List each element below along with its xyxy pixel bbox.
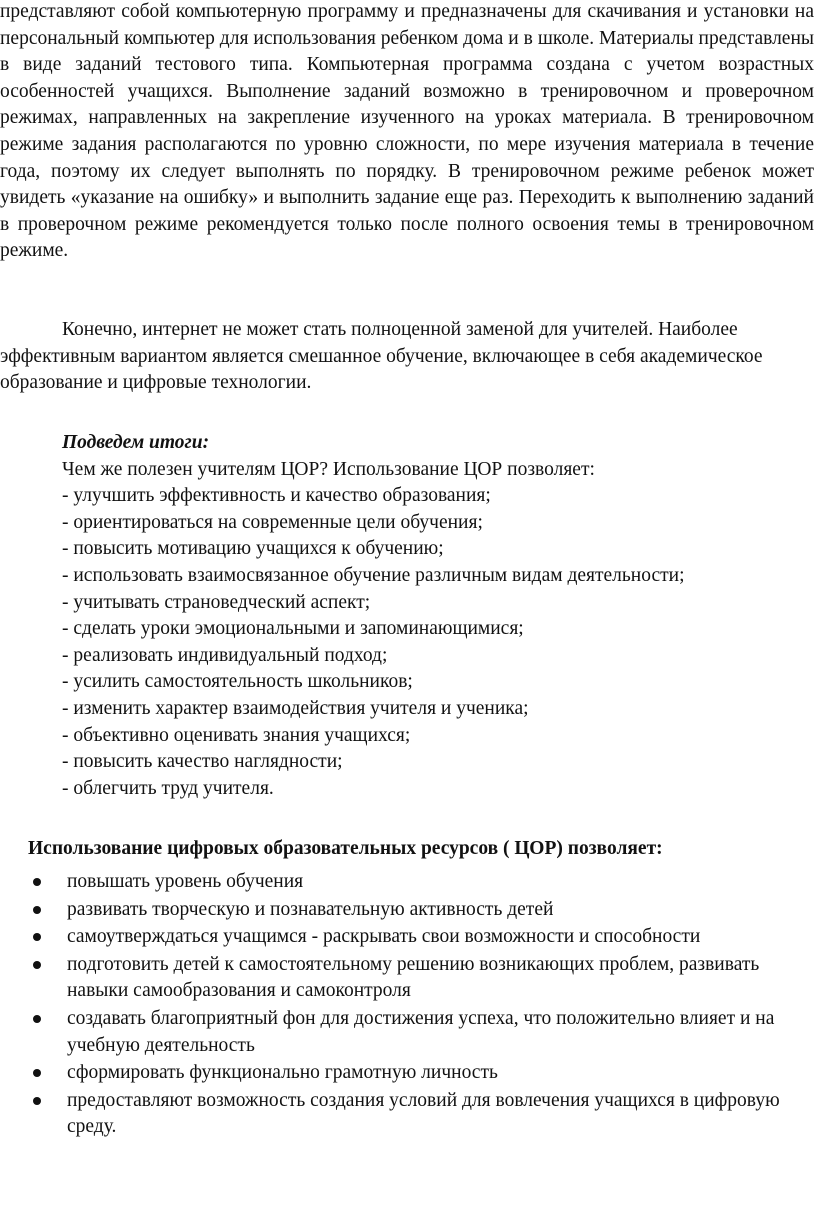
bullet-text: развивать творческую и познавательную активность детей	[67, 898, 554, 920]
bullet-icon	[33, 1097, 41, 1105]
bullet-list-item	[0, 952, 816, 1005]
bullet-icon	[33, 933, 41, 941]
summary-item: - усилить самостоятельность школьников;	[62, 671, 413, 693]
summary-item: - облегчить труд учителя.	[62, 777, 274, 799]
bullet-icon	[33, 1069, 41, 1077]
summary-item: - изменить характер взаимодействия учителя и ученика;	[62, 697, 529, 719]
summary-item: - улучшить эффективность и качество образования;	[62, 485, 491, 507]
bullet-text: предоставляют возможность создания условий для вовлечения учащихся в цифровую среду.	[67, 1089, 780, 1138]
summary-item: - объективно оценивать знания учащихся;	[62, 724, 411, 746]
summary-item: - учитывать страноведческий аспект;	[62, 591, 371, 613]
paragraph-internet: Конечно, интернет не может стать полноценной заменой для учителей. Наиболее эффективным вариантом является смешанное обучение, включающее в себя академическое образование и цифровые технологии.	[0, 319, 763, 394]
summary-intro: Чем же полезен учителям ЦОР? Использование ЦОР позволяет:	[62, 458, 595, 480]
cor-heading: Использование цифровых образовательных ресурсов ( ЦОР) позволяет:	[28, 838, 663, 859]
summary-title: Подведем итоги:	[62, 432, 210, 453]
cor-bullet-list	[0, 869, 816, 1142]
summary-item: - использовать взаимосвязанное обучение различным видам деятельности;	[62, 564, 685, 586]
bullet-list-item	[0, 869, 816, 896]
bullet-list-item	[0, 1088, 816, 1141]
bullet-icon	[33, 906, 41, 914]
bullet-text: подготовить детей к самостоятельному решению возникающих проблем, развивать навыки самообразования и самоконтроля	[67, 953, 760, 1002]
bullet-icon	[33, 878, 41, 886]
summary-item: - реализовать индивидуальный подход;	[62, 644, 388, 666]
summary-section	[62, 430, 814, 802]
bullet-list-item	[0, 1060, 816, 1087]
bullet-text: самоутверждаться учащимся - раскрывать свои возможности и способности	[67, 926, 701, 948]
bullet-text: создавать благоприятный фон для достижения успеха, что положительно влияет и на учебную деятельность	[67, 1007, 775, 1056]
bullet-list-item	[0, 924, 816, 951]
bullet-text: повышать уровень обучения	[67, 871, 304, 892]
summary-item: - сделать уроки эмоциональными и запоминающимися;	[62, 618, 524, 640]
summary-item: - повысить качество наглядности;	[62, 751, 343, 773]
paragraph-intro: представляют собой компьютерную программу и предназначены для скачивания и установки на персональный компьютер для использования ребенком дома и в школе. Материалы представлены в виде заданий тестового типа. Компьютерная программа создана с учетом возрастных особенностей учащихся. Выполнение заданий возможно в тренировочном и проверочном режимах, направленных на закрепление изученного на уроках материала. В тренировочном режиме задания располагаются по уровню сложности, по мере изучения материала в течение года, поэтому их следует выполнять по порядку. В тренировочном режиме ребенок может увидеть «указание на ошибку» и выполнить задание еще раз. Переходить к выполнению заданий в проверочном режиме рекомендуется только после полного освоения темы в тренировочном режиме.	[0, 1, 814, 262]
bullet-text: сформировать функционально грамотную личность	[67, 1062, 498, 1084]
summary-item: - ориентироваться на современные цели обучения;	[62, 511, 483, 533]
bullet-list-item	[0, 1006, 816, 1059]
bullet-list-item	[0, 897, 816, 924]
bullet-icon	[33, 1015, 41, 1023]
bullet-icon	[33, 961, 41, 969]
summary-item: - повысить мотивацию учащихся к обучению;	[62, 538, 444, 560]
